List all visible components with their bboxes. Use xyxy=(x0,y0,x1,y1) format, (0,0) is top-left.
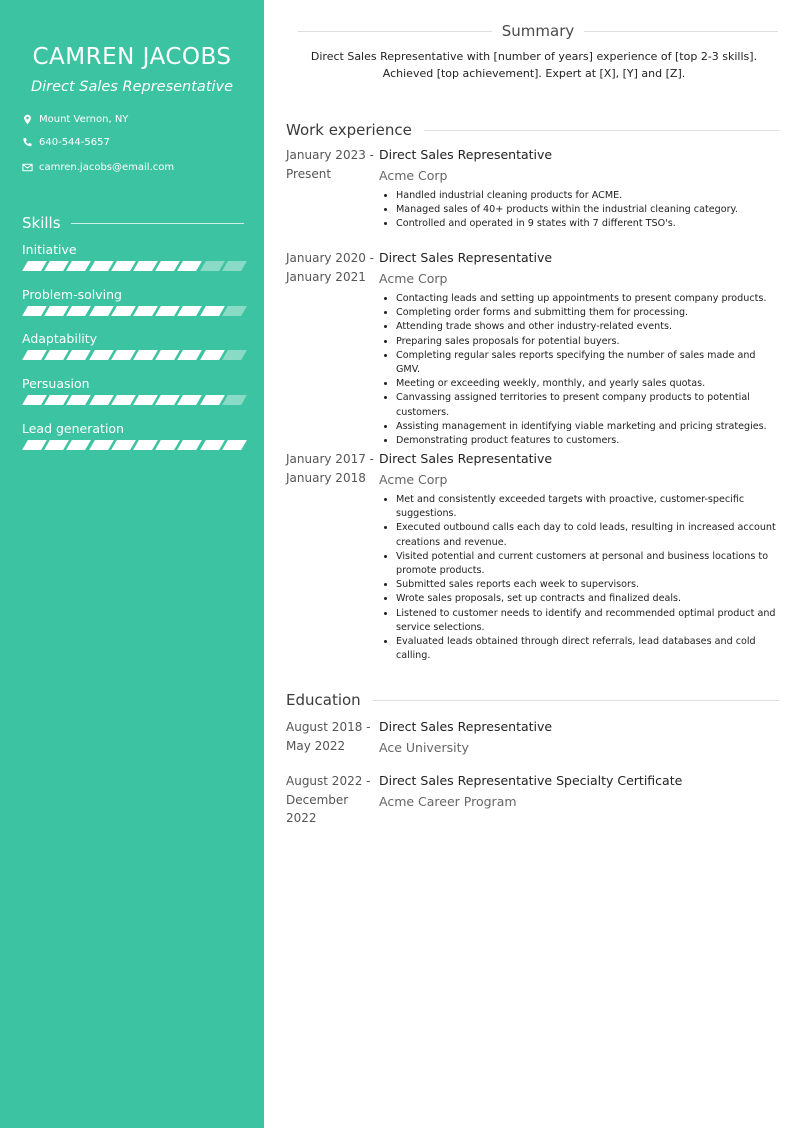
list-item: • Assisting management in identifying viable marketing and pricing strategies. xyxy=(396,420,779,434)
education-heading xyxy=(286,691,779,709)
work-company: Acme Corp xyxy=(379,472,448,487)
skills-heading-label: Skills xyxy=(22,214,61,232)
list-item: • Canvassing assigned territories to present company products to potential customers. xyxy=(396,391,779,419)
work-body xyxy=(379,450,779,663)
list-item: • Preparing sales proposals for potential buyers. xyxy=(396,335,779,349)
skill-segment xyxy=(44,440,69,450)
work-heading-rule xyxy=(424,130,779,131)
skill-segment xyxy=(155,261,180,271)
skill-segment xyxy=(200,395,225,405)
skill-segment xyxy=(178,395,203,405)
list-item: • Managed sales of 40+ products within the industrial cleaning category. xyxy=(396,203,779,217)
work-date-start: January 2020 - xyxy=(286,251,374,265)
skill-segment xyxy=(67,395,92,405)
education-date-end: December 2022 xyxy=(286,792,349,825)
skill-segment xyxy=(44,395,69,405)
skill-segment xyxy=(200,440,225,450)
contact-location xyxy=(22,114,128,125)
skill-segment xyxy=(222,306,247,316)
skill-segment xyxy=(155,395,180,405)
skill-segment xyxy=(178,440,203,450)
phone-icon xyxy=(22,137,33,148)
skill-label: Lead generation xyxy=(22,421,124,436)
list-item: • Handled industrial cleaning products for ACME. xyxy=(396,189,779,203)
work-heading xyxy=(286,121,779,139)
work-date-end: January 2018 xyxy=(286,470,366,485)
skill-item xyxy=(22,376,244,406)
candidate-name: CAMREN JACOBS xyxy=(32,44,232,70)
skill-segment xyxy=(111,306,136,316)
main-content xyxy=(264,0,800,1128)
skill-item xyxy=(22,287,244,317)
map-pin-icon xyxy=(22,114,33,125)
summary-heading xyxy=(298,22,778,40)
skill-segment xyxy=(178,350,203,360)
education-body xyxy=(379,772,779,811)
skill-segment xyxy=(67,261,92,271)
summary-heading-label: Summary xyxy=(501,22,575,40)
skill-segment xyxy=(22,395,47,405)
skill-segment xyxy=(200,306,225,316)
education-title: Direct Sales Representative Specialty Certificate xyxy=(379,773,683,788)
list-item: • Demonstrating product features to customers. xyxy=(396,434,779,448)
work-company: Acme Corp xyxy=(379,271,448,286)
education-dates xyxy=(286,772,378,828)
skill-segment xyxy=(133,350,158,360)
skill-segment xyxy=(44,350,69,360)
skill-segment xyxy=(89,306,114,316)
skill-segment xyxy=(178,306,203,316)
skill-segment xyxy=(111,395,136,405)
list-item: • Visited potential and current customers at personal and business locations to promote products. xyxy=(396,550,779,578)
skill-label: Adaptability xyxy=(22,331,98,346)
skills-heading-rule xyxy=(71,223,244,224)
work-date-end: Present xyxy=(286,166,332,181)
skill-segment xyxy=(44,261,69,271)
skill-item xyxy=(22,331,244,361)
list-item: • Completing regular sales reports specifying the number of sales made and GMV. xyxy=(396,349,779,377)
education-title: Direct Sales Representative xyxy=(379,719,553,734)
skill-segment xyxy=(67,350,92,360)
education-body xyxy=(379,718,779,757)
email-text[interactable]: camren.jacobs@email.com xyxy=(39,162,175,173)
skill-segment xyxy=(155,350,180,360)
candidate-title: Direct Sales Representative xyxy=(30,79,234,95)
skill-segment xyxy=(133,395,158,405)
skills-heading xyxy=(22,214,244,232)
skill-segment xyxy=(67,306,92,316)
skill-segment xyxy=(155,440,180,450)
skill-segment xyxy=(133,306,158,316)
list-item: • Listened to customer needs to identify and recommended optimal product and service selections. xyxy=(396,607,779,635)
skill-segment xyxy=(200,350,225,360)
skill-item xyxy=(22,242,244,272)
skill-segment xyxy=(89,350,114,360)
skill-label: Problem-solving xyxy=(22,287,122,302)
skill-segment xyxy=(133,440,158,450)
skill-segment xyxy=(222,440,247,450)
work-bullets xyxy=(379,189,779,232)
skill-segment xyxy=(111,261,136,271)
skill-rating xyxy=(22,306,244,317)
location-text: Mount Vernon, NY xyxy=(39,114,129,125)
work-company: Acme Corp xyxy=(379,168,448,183)
sidebar xyxy=(0,0,264,1128)
work-title: Direct Sales Representative xyxy=(379,250,553,265)
list-item: • Contacting leads and setting up appointments to present company products. xyxy=(396,292,779,306)
skill-segment xyxy=(89,261,114,271)
skill-segment xyxy=(22,440,47,450)
list-item: • Meeting or exceeding weekly, monthly, and yearly sales quotas. xyxy=(396,377,779,391)
skill-label: Persuasion xyxy=(22,376,90,391)
skill-segment xyxy=(89,440,114,450)
list-item: • Controlled and operated in 9 states with 7 different TSO's. xyxy=(396,217,779,231)
skill-segment xyxy=(222,261,247,271)
work-date-end: January 2021 xyxy=(286,269,366,284)
list-item: • Met and consistently exceeded targets with proactive, customer-specific suggestions. xyxy=(396,493,779,521)
contact-phone xyxy=(22,137,110,148)
skill-segment xyxy=(22,306,47,316)
education-school: Acme Career Program xyxy=(379,794,517,809)
skill-segment xyxy=(200,261,225,271)
work-heading-label: Work experience xyxy=(286,121,412,139)
skill-segment xyxy=(111,440,136,450)
skill-rating xyxy=(22,395,244,406)
work-date-start: January 2023 - xyxy=(286,148,374,162)
skill-rating xyxy=(22,440,244,451)
skill-rating xyxy=(22,261,244,272)
summary-rule-left xyxy=(298,31,492,32)
envelope-icon xyxy=(22,162,33,173)
contact-email[interactable] xyxy=(22,162,174,173)
skill-segment xyxy=(67,440,92,450)
work-dates xyxy=(286,249,378,286)
education-date-start: August 2022 - xyxy=(286,774,371,788)
skill-segment xyxy=(22,350,47,360)
summary-text: Direct Sales Representative with [number of years] experience of [top 2-3 skills]. Achieved [top achievement]. Expert at [X], [Y] and [Z]. xyxy=(310,50,758,80)
education-school: Ace University xyxy=(379,740,469,755)
summary-rule-right xyxy=(584,31,778,32)
phone-text: 640-544-5657 xyxy=(39,137,110,148)
skill-segment xyxy=(222,350,247,360)
skill-segment xyxy=(44,306,69,316)
list-item: • Attending trade shows and other industry-related events. xyxy=(396,320,779,334)
skill-segment xyxy=(155,306,180,316)
work-bullets xyxy=(379,292,779,448)
work-body xyxy=(379,249,779,448)
education-date-end: May 2022 xyxy=(286,738,346,753)
list-item: • Evaluated leads obtained through direct referrals, lead databases and cold calling. xyxy=(396,635,779,663)
work-body xyxy=(379,146,779,232)
work-dates xyxy=(286,450,378,487)
education-heading-label: Education xyxy=(286,691,361,709)
list-item: • Wrote sales proposals, set up contracts and finalized deals. xyxy=(396,592,779,606)
list-item: • Submitted sales reports each week to supervisors. xyxy=(396,578,779,592)
work-dates xyxy=(286,146,378,183)
skill-segment xyxy=(111,350,136,360)
work-title: Direct Sales Representative xyxy=(379,451,553,466)
education-dates xyxy=(286,718,378,755)
skill-item xyxy=(22,421,244,451)
work-title: Direct Sales Representative xyxy=(379,147,553,162)
work-bullets xyxy=(379,493,779,663)
education-heading-rule xyxy=(373,700,779,701)
skill-segment xyxy=(222,395,247,405)
skill-label: Initiative xyxy=(22,242,77,257)
list-item: • Executed outbound calls each day to cold leads, resulting in increased account creations and revenue. xyxy=(396,521,779,549)
skill-segment xyxy=(133,261,158,271)
list-item: • Completing order forms and submitting them for processing. xyxy=(396,306,779,320)
skill-segment xyxy=(22,261,47,271)
education-date-start: August 2018 - xyxy=(286,720,371,734)
skill-segment xyxy=(89,395,114,405)
work-date-start: January 2017 - xyxy=(286,452,374,466)
skill-rating xyxy=(22,350,244,361)
skill-segment xyxy=(178,261,203,271)
